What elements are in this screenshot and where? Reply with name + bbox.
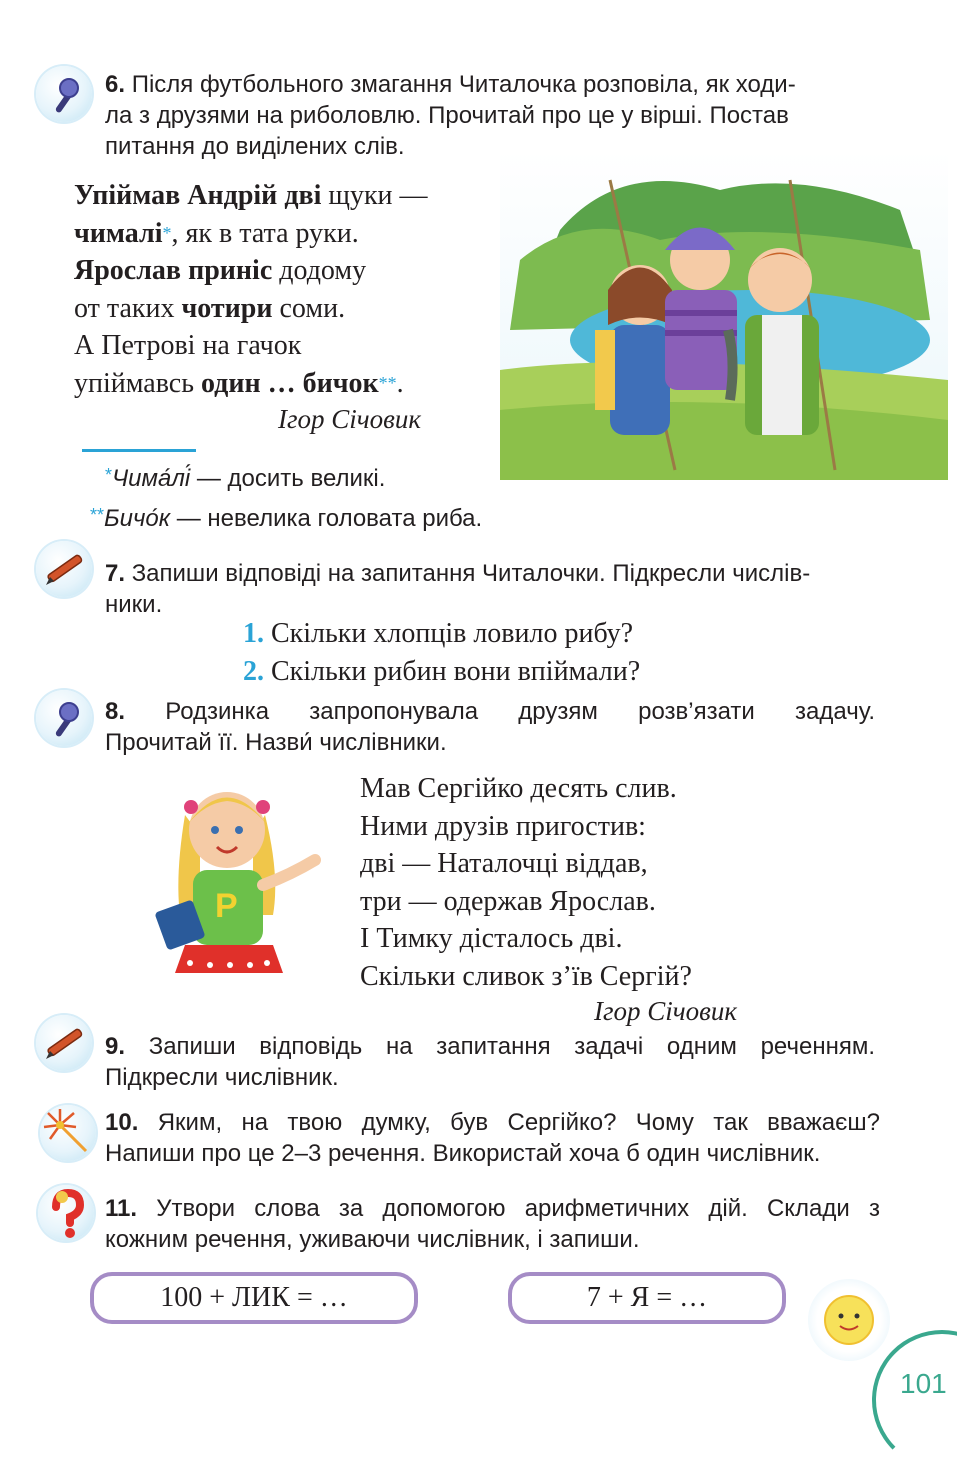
- task-6: [105, 69, 885, 162]
- task-text: Підкресли числівник.: [105, 1064, 339, 1091]
- task-number: 11.: [105, 1195, 138, 1222]
- question: 1. Скільки хлопців ловило рибу?: [243, 618, 634, 649]
- task-10: [105, 1107, 880, 1169]
- footnote-divider: [82, 449, 196, 452]
- task-text: ла з друзями на риболовлю. Прочитай про це у вірші. Постав: [105, 102, 789, 129]
- task-number: 7.: [105, 560, 126, 587]
- task-number: 10.: [105, 1109, 139, 1136]
- poem-line: Мав Сергійко десять слив.: [360, 773, 677, 804]
- svg-text:Р: Р: [215, 887, 238, 925]
- question: 2. Скільки рибин вони впіймали?: [243, 656, 641, 687]
- page-number: 101: [900, 1368, 947, 1399]
- task-text: ники.: [105, 591, 163, 618]
- sparkle-icon: [40, 1105, 96, 1161]
- task-text: питання до виділених слів.: [105, 133, 405, 160]
- task-text: Запиши відповіді на запитання Читалочки. Підкресли числів-: [131, 560, 811, 587]
- equation-box: [508, 1272, 786, 1324]
- fishing-kids-illustration: [500, 150, 948, 480]
- equation-box: [90, 1272, 418, 1324]
- footnote: **Бичо́к — невелика головата риба.: [90, 505, 483, 532]
- poem-line: от таких чотири соми.: [74, 292, 346, 324]
- task-number: 8.: [105, 698, 126, 725]
- pen-icon: [36, 1015, 92, 1071]
- equation-text: 7 + Я = …: [586, 1282, 708, 1313]
- task-text: Родзинка запропонувала друзям розв’язати задачу.: [165, 698, 875, 725]
- poem-line: Ярослав приніс додому: [74, 255, 367, 286]
- girl-character-illustration: [155, 775, 330, 980]
- task-text: Після футбольного змагання Читалочка розповіла, як ходи-: [131, 71, 796, 98]
- poem-line: І Тимку дісталось дві.: [360, 923, 623, 955]
- task-7: [105, 558, 885, 620]
- task-9: [105, 1031, 875, 1093]
- task-8: [105, 696, 875, 758]
- microphone-icon: [36, 66, 92, 122]
- task-text: Яким, на твою думку, був Сергійко? Чому так вважаєш?: [157, 1109, 880, 1136]
- task-11: [105, 1193, 880, 1255]
- poem-line: А Петрові на гачок: [74, 330, 302, 361]
- microphone-icon: [36, 690, 92, 746]
- task-text: Утвори слова за допомогою арифметичних дій. Склади з: [156, 1195, 880, 1222]
- poem-line: Ними друзів пригостив:: [360, 810, 646, 842]
- poem-line: упіймавсь один … бичок**.: [74, 367, 404, 399]
- task-number: 9.: [105, 1033, 126, 1060]
- poem-line: три — одержав Ярослав.: [360, 885, 656, 917]
- poem-line: дві — Наталочці віддав,: [360, 848, 648, 880]
- poem-line: Упіймав Андрій дві щуки —: [74, 180, 428, 211]
- task-text: Запиши відповідь на запитання задачі одним реченням.: [148, 1033, 876, 1060]
- task-number: 6.: [105, 71, 126, 98]
- poem-fishing: [74, 177, 534, 402]
- poem-line: чималі*, як в тата руки.: [74, 217, 359, 249]
- equation-text: 100 + ЛИК = …: [160, 1282, 348, 1313]
- pen-icon: [36, 541, 92, 597]
- task-text: кожним речення, уживаючи числівник, і запиши.: [105, 1226, 640, 1253]
- poem-plums: [360, 770, 692, 996]
- task-text: Напиши про це 2–3 речення. Використай хоча б один числівник.: [105, 1140, 821, 1167]
- footnote: *Чима́лі́ — досить великі.: [105, 465, 386, 492]
- smiley-sun-icon: [808, 1279, 890, 1361]
- poem-line: Скільки сливок з’їв Сергій?: [360, 960, 692, 992]
- poem-author: Ігор Січовик: [278, 404, 422, 434]
- task-text: Прочитай її. Назви́ числівники.: [105, 729, 447, 756]
- poem-author: Ігор Січовик: [594, 996, 738, 1026]
- question-mark-icon: [38, 1185, 94, 1241]
